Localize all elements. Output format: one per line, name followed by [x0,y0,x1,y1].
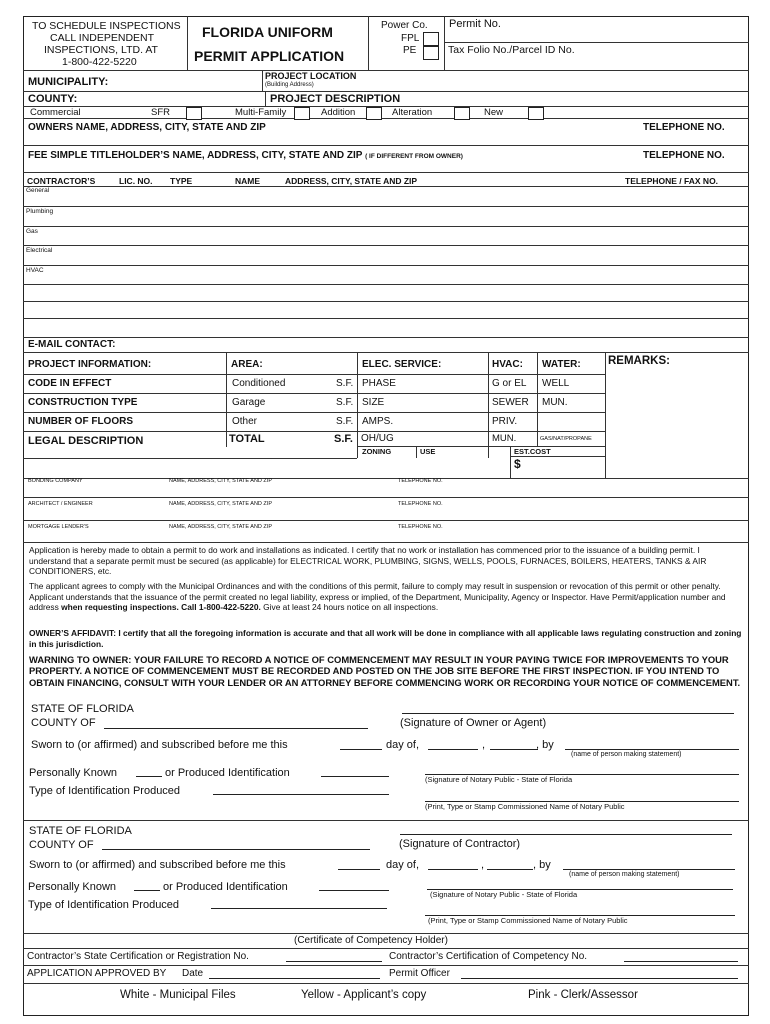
schedule-line-2: CALL INDEPENDENT [50,32,155,44]
contractor-signature-line[interactable] [400,834,732,835]
fee-simple-label: FEE SIMPLE TITLEHOLDER’S NAME, ADDRESS, CITY, STATE AND ZIP ( IF DIFFERENT FROM OWNER) [28,150,463,161]
state-cert-label: Contractor’s State Certification or Registration No. [27,951,249,962]
fpl-checkbox[interactable] [423,32,439,46]
contractor-by-label: , by [533,859,551,871]
owners-affidavit: OWNER’S AFFIDAVIT: I certify that all the foregoing information is accurate and that all work will be done in compliance with all applicable laws regulating construction and zoning in this jurisdiction. [29,628,742,649]
date-label: Date [182,968,204,979]
owner-comma-label: , [482,739,486,751]
owner-by-label: , by [536,739,554,751]
type-sfr-label: SFR [151,107,170,118]
schedule-line-4: 1-800-422-5220 [62,56,137,68]
competency-cert-line[interactable] [624,961,738,962]
total-sf: S.F. [334,433,353,445]
permit-no-label: Permit No. [449,18,501,30]
phase-label: PHASE [362,378,396,389]
owners-label: OWNERS NAME, ADDRESS, CITY, STATE AND ZIP [28,122,266,133]
code-in-effect-label: CODE IN EFFECT [28,378,112,389]
architect-label: ARCHITECT / ENGINEER [28,501,93,507]
new-checkbox[interactable] [528,107,544,120]
total-label: TOTAL [229,433,265,445]
use-label: USE [420,447,436,456]
contractor-col-phone: TELEPHONE / FAX NO. [625,176,719,186]
owner-sworn-label: Sworn to (or affirmed) and subscribed before me this [31,739,288,751]
permit-officer-line[interactable] [461,978,738,979]
architect-phone-label: TELEPHONE NO. [398,501,443,507]
form-title-line-1: FLORIDA UNIFORM [202,24,333,40]
owner-notary-sig-label: (Signature of Notary Public - State of Florida [425,775,573,784]
area-label: AREA: [231,359,263,370]
pe-checkbox[interactable] [423,46,439,60]
project-description-label: PROJECT DESCRIPTION [270,93,401,105]
contractor-row-electrical: Electrical [26,247,53,254]
contractor-col-type: TYPE [170,176,193,186]
email-contact-label: E-MAIL CONTACT: [28,339,116,350]
contractor-county-line[interactable] [102,849,370,850]
zoning-label: ZONING [362,447,392,456]
compliance-statement: The applicant agrees to comply with the Municipal Ordinances and with the conditions of this permit, failure to comply may result in suspension or revocation of this permit or other penalty. Applicant understands that the issuance of the permit created no legal liability, express or implied, of the Department, Municipality, Agency or Inspector. Have Permit/application number and address when requesting inspections. Call 1-800-422-5220. Give at least 24 hours notice on all inspections. [29,581,726,613]
contractor-col-contractor: CONTRACTOR’S [27,176,96,186]
water-label: WATER: [542,359,581,370]
addition-checkbox[interactable] [366,107,382,120]
application-statement: Application is hereby made to obtain a permit to do work and installations as indicated. I certify that no work or installation has commenced prior to the issuance of a building permit. I understand that a separate permit must be secured (as applicable) for ELECTRICAL WORK, PLUMBING, SIGNS, WELLS, POOLS, FURNACES, BOILERS, HEATERS, TANKS & AIR CONDITIONERS, etc. [29,545,707,577]
fee-phone-label: TELEPHONE NO. [643,150,725,161]
owners-phone-label: TELEPHONE NO. [643,122,725,133]
bonding-name-label: NAME, ADDRESS, CITY, STATE AND ZIP [169,478,272,484]
owner-name-stmt-label: (name of person making statement) [571,751,682,758]
contractor-known-label: Personally Known [28,881,117,893]
copy-yellow-label: Yellow - Applicant’s copy [301,989,427,1001]
other-sf: S.F. [336,416,354,427]
conditioned-sf: S.F. [336,378,354,389]
amps-label: AMPS. [362,416,394,427]
contractor-col-lic: LIC. NO. [119,176,153,186]
owner-id-type-label: Type of Identification Produced [29,785,181,797]
remarks-label: REMARKS: [608,355,670,367]
legal-description-label: LEGAL DESCRIPTION [28,435,144,447]
contractor-row-hvac: HVAC [26,267,44,274]
contractor-notary-sig-label: (Signature of Notary Public - State of Florida [430,890,578,899]
warning-to-owner: WARNING TO OWNER: YOUR FAILURE TO RECORD A NOTICE OF COMMENCEMENT MAY RESULT IN YOUR PAYING TWICE FOR IMPROVEMENTS TO YOUR PROPERTY. A NOTICE OF COMMENCEMENT MUST BE RECORDED AND POSTED ON THE JOB SITE BEFORE THE FIRST INSPECTION. IF YOU INTEND TO OBTAIN FINANCING, CONSULT WITH YOUR LENDER OR AN ATTORNEY BEFORE COMMENCING WORK OR RECORDING YOUR NOTICE OF COMMENCEMENT. [29,654,741,688]
contractor-col-address: ADDRESS, CITY, STATE AND ZIP [285,176,418,186]
copy-pink-label: Pink - Clerk/Assessor [528,989,638,1001]
owner-signature-line[interactable] [402,713,734,714]
copy-white-label: White - Municipal Files [120,989,236,1001]
priv-label: PRIV. [492,416,518,427]
building-address-label: (Building Address) [265,82,314,88]
owner-produced-line[interactable] [321,776,389,777]
alteration-checkbox[interactable] [454,107,470,120]
conditioned-label: Conditioned [232,378,286,389]
est-cost-label: EST.COST [514,447,551,456]
fpl-label: FPL [401,33,420,44]
dollar-sign: $ [514,457,521,471]
schedule-line-1: TO SCHEDULE INSPECTIONS [32,20,181,32]
other-label: Other [232,416,258,427]
garage-sf: S.F. [336,397,354,408]
owner-print-label: (Print, Type or Stamp Commissioned Name of Notary Public [425,802,625,811]
contractor-print-label: (Print, Type or Stamp Commissioned Name of Notary Public [428,916,628,925]
contractor-row-plumbing: Plumbing [26,208,54,215]
type-new-label: New [484,107,504,118]
municipality-label: MUNICIPALITY: [28,76,109,88]
date-line[interactable] [209,978,380,979]
owner-signature-label: (Signature of Owner or Agent) [400,717,547,729]
contractor-sworn-label: Sworn to (or affirmed) and subscribed before me this [29,859,286,871]
county-label: COUNTY: [28,93,78,105]
project-info-label: PROJECT INFORMATION: [28,359,152,370]
contractor-produced-line[interactable] [319,890,389,891]
contractor-produced-label: or Produced Identification [163,881,288,893]
contractor-signature-label: (Signature of Contractor) [399,838,521,850]
hvac-label: HVAC: [492,359,523,370]
type-commercial-label: Commercial [30,107,81,118]
owner-county-line[interactable] [104,728,368,729]
schedule-line-3: INSPECTIONS, LTD. AT [44,44,158,56]
power-co-label: Power Co. [381,20,428,31]
garage-label: Garage [232,397,266,408]
mortgage-name-label: NAME, ADDRESS, CITY, STATE AND ZIP [169,524,272,530]
contractor-id-type-line[interactable] [211,908,387,909]
contractor-col-name: NAME [235,176,261,186]
pe-label: PE [403,45,417,56]
well-label: WELL [542,378,570,389]
type-multifamily-label: Multi-Family [235,107,287,118]
construction-type-label: CONSTRUCTION TYPE [28,397,138,408]
contractor-name-line[interactable] [563,869,735,870]
owner-day-of-label: day of, [386,739,420,751]
owner-month-line[interactable] [428,749,478,750]
contractor-id-type-label: Type of Identification Produced [28,899,180,911]
owner-state-label: STATE OF FLORIDA [31,703,134,715]
mun-water-label: MUN. [542,397,568,408]
contractor-name-stmt-label: (name of person making statement) [569,871,680,878]
contractor-state-label: STATE OF FLORIDA [29,825,132,837]
form-title-line-2: PERMIT APPLICATION [194,48,345,64]
contractor-comma-label: , [481,859,485,871]
architect-name-label: NAME, ADDRESS, CITY, STATE AND ZIP [169,501,272,507]
approved-by-label: APPLICATION APPROVED BY [27,968,167,979]
sewer-label: SEWER [492,397,529,408]
g-or-el-label: G or EL [492,378,527,389]
tax-folio-label: Tax Folio No./Parcel ID No. [448,44,575,56]
permit-officer-label: Permit Officer [389,968,450,979]
owner-year-line[interactable] [490,749,538,750]
multifamily-checkbox[interactable] [294,107,310,120]
mun-sewer-label: MUN. [492,433,517,444]
mortgage-label: MORTGAGE LENDER’S [28,524,89,530]
bonding-company-label: BONDING COMPANY [28,478,83,484]
gas-type-label: GAS/NAT/PROPANE [540,436,592,442]
owner-county-label: COUNTY OF [31,717,96,729]
owner-known-line[interactable] [136,776,162,777]
owner-day-line[interactable] [340,749,382,750]
contractor-row-general: General [26,187,50,194]
elec-service-label: ELEC. SERVICE: [362,359,442,370]
contractor-year-line[interactable] [487,869,533,870]
owner-id-type-line[interactable] [213,794,389,795]
owner-known-label: Personally Known [29,767,118,779]
owner-produced-label: or Produced Identification [165,767,290,779]
owner-name-line[interactable] [565,749,739,750]
oh-ug-label: OH/UG [361,433,394,444]
state-cert-line[interactable] [286,961,382,962]
competency-cert-label: Contractor’s Certification of Competency No. [389,951,588,962]
mortgage-phone-label: TELEPHONE NO. [398,524,443,530]
contractor-month-line[interactable] [428,869,478,870]
size-label: SIZE [362,397,385,408]
bonding-phone-label: TELEPHONE NO. [398,478,443,484]
type-alteration-label: Alteration [392,107,433,118]
competency-holder-label: (Certificate of Competency Holder) [294,935,448,946]
contractor-day-line[interactable] [338,869,380,870]
contractor-day-of-label: day of, [386,859,420,871]
contractor-row-gas: Gas [26,228,38,235]
contractor-county-label: COUNTY OF [29,839,94,851]
sfr-checkbox[interactable] [186,107,202,120]
project-location-label: PROJECT LOCATION [265,71,357,81]
number-of-floors-label: NUMBER OF FLOORS [28,416,133,427]
contractor-known-line[interactable] [134,890,160,891]
type-addition-label: Addition [321,107,356,118]
